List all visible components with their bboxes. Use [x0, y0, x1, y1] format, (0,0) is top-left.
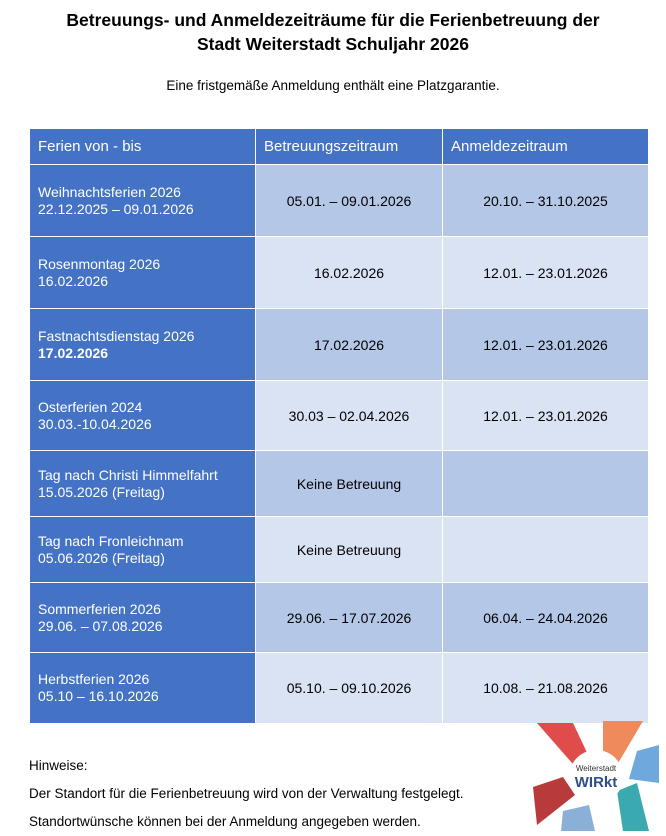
holiday-dates: 22.12.2025 – 09.01.2026 [38, 200, 194, 217]
holiday-cell [30, 583, 256, 653]
betreuung-cell: 05.01. – 09.01.2026 [256, 165, 443, 237]
holiday-dates: 15.05.2026 (Freitag) [38, 483, 165, 500]
holiday-name: Tag nach Christi Himmelfahrt [38, 466, 218, 483]
table-row [30, 517, 649, 583]
holiday-cell [30, 451, 256, 517]
weiterstadt-wirkt-logo [533, 721, 659, 831]
page-title [0, 8, 666, 56]
holiday-dates: 30.03.-10.04.2026 [38, 415, 152, 432]
schedule-table [29, 128, 649, 724]
holiday-name: Weihnachtsferien 2026 [38, 183, 181, 200]
title-line-1: Betreuungs- und Anmeldezeiträume für die Ferienbetreuung der [66, 10, 600, 30]
holiday-name: Tag nach Fronleichnam [38, 532, 184, 549]
holiday-dates: 05.10 – 16.10.2026 [38, 688, 159, 704]
table-row [30, 451, 649, 517]
notes-section [29, 752, 464, 836]
logo-text-small: Weiterstadt [575, 764, 617, 773]
header-betreuung: Betreuungszeitraum [256, 129, 443, 165]
holiday-cell [30, 653, 256, 724]
notes-line-1: Der Standort für die Ferienbetreuung wird von der Verwaltung festgelegt. [29, 786, 464, 801]
notes-heading: Hinweise: [29, 758, 88, 773]
subtitle: Eine fristgemäße Anmeldung enthält eine Platzgarantie. [166, 78, 500, 93]
table-row [30, 309, 649, 381]
holiday-name: Sommerferien 2026 [38, 600, 161, 617]
table-row [30, 237, 649, 309]
table-header-row [30, 129, 649, 165]
betreuung-cell: Keine Betreuung [256, 451, 443, 517]
anmeldung-cell: 12.01. – 23.01.2026 [443, 381, 649, 451]
holiday-name: Osterferien 2024 [38, 398, 143, 415]
betreuung-cell: 16.02.2026 [256, 237, 443, 309]
anmeldung-cell: 12.01. – 23.01.2026 [443, 237, 649, 309]
holiday-dates: 05.06.2026 (Freitag) [38, 549, 165, 566]
holiday-cell [30, 517, 256, 583]
holiday-cell [30, 309, 256, 381]
betreuung-cell: 30.03 – 02.04.2026 [256, 381, 443, 451]
anmeldung-cell: 20.10. – 31.10.2025 [443, 165, 649, 237]
holiday-cell [30, 381, 256, 451]
holiday-name: Rosenmontag 2026 [38, 255, 161, 272]
table-row [30, 381, 649, 451]
logo-text-large: WIRkt [574, 774, 618, 791]
betreuung-cell: Keine Betreuung [256, 517, 443, 583]
anmeldung-cell: 06.04. – 24.04.2026 [443, 583, 649, 653]
betreuung-cell: 05.10. – 09.10.2026 [256, 653, 443, 724]
table-row [30, 653, 649, 724]
title-line-2: Stadt Weiterstadt Schuljahr 2026 [197, 34, 469, 54]
betreuung-cell: 29.06. – 17.07.2026 [256, 583, 443, 653]
notes-line-2: Standortwünsche können bei der Anmeldung angegeben werden. [29, 814, 421, 829]
header-ferien: Ferien von - bis [30, 129, 256, 165]
table-row [30, 165, 649, 237]
holiday-name: Herbstferien 2026 [38, 671, 150, 687]
holiday-cell [30, 237, 256, 309]
holiday-dates: 17.02.2026 [38, 344, 109, 361]
holiday-dates: 29.06. – 07.08.2026 [38, 617, 163, 634]
holiday-dates: 16.02.2026 [38, 272, 109, 289]
holiday-cell [30, 165, 256, 237]
anmeldung-cell [443, 517, 649, 583]
holiday-name: Fastnachtsdienstag 2026 [38, 327, 195, 344]
header-anmeldung: Anmeldezeitraum [443, 129, 649, 165]
table-row [30, 583, 649, 653]
betreuung-cell: 17.02.2026 [256, 309, 443, 381]
anmeldung-cell: 12.01. – 23.01.2026 [443, 309, 649, 381]
anmeldung-cell: 10.08. – 21.08.2026 [443, 653, 649, 724]
anmeldung-cell [443, 451, 649, 517]
